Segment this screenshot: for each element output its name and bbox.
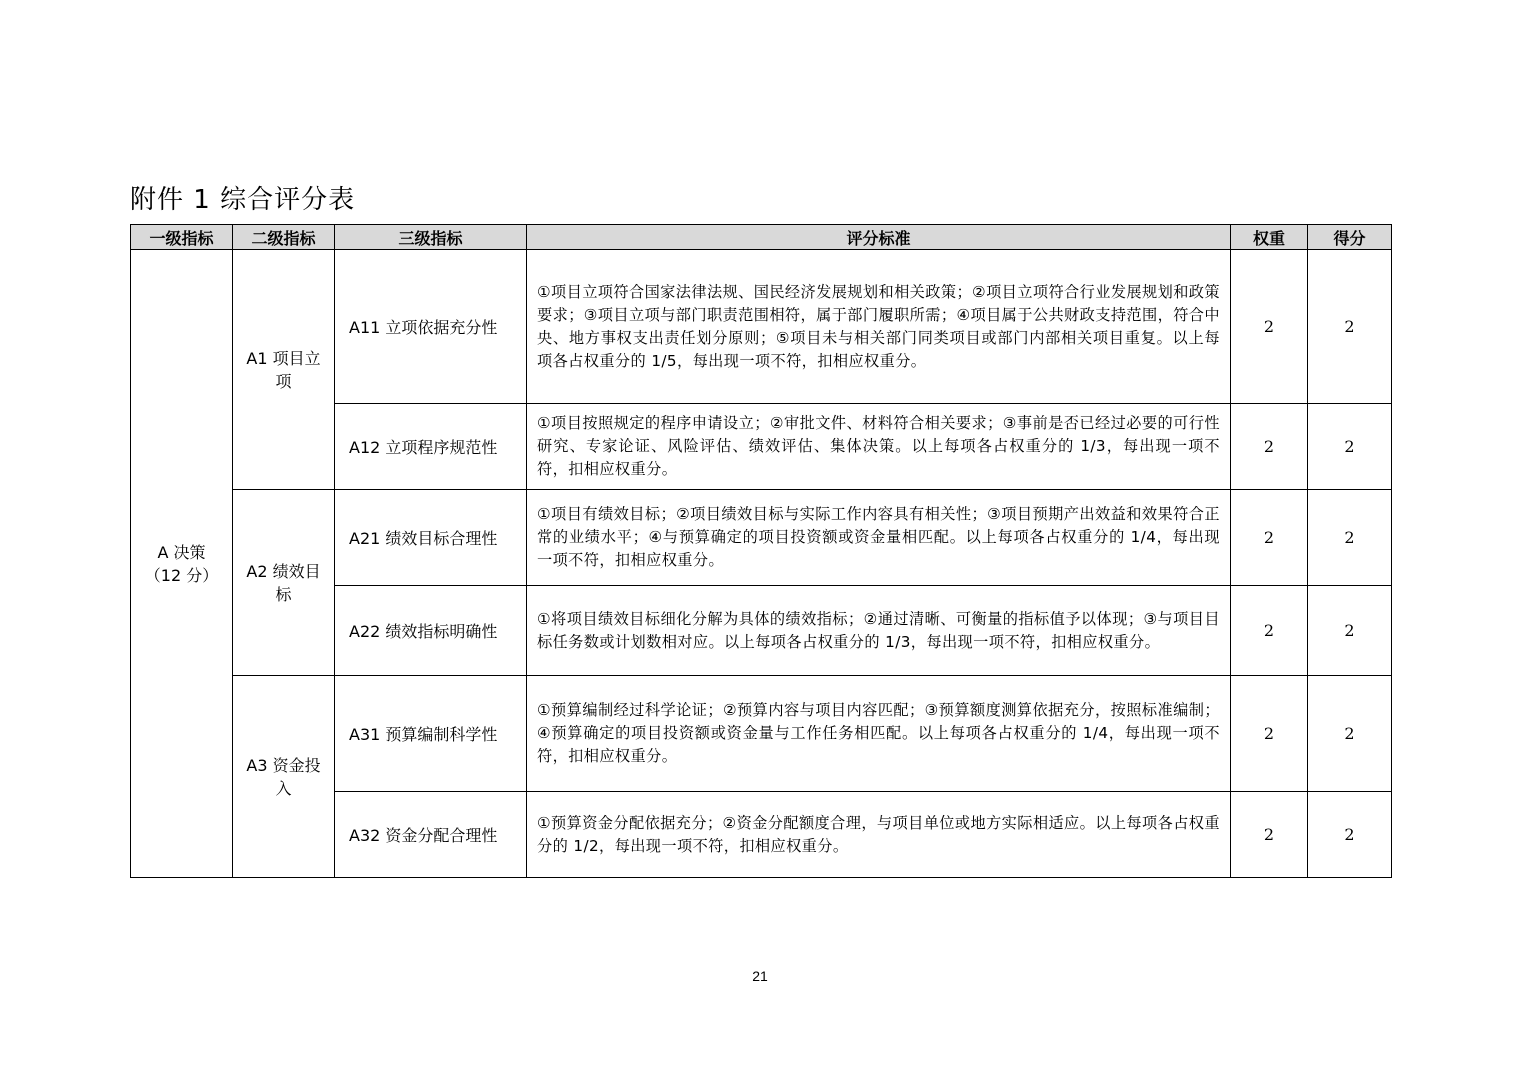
group-label: A2 绩效目标 bbox=[246, 561, 321, 604]
weight-cell: 2 bbox=[1231, 250, 1308, 404]
weight-cell: 2 bbox=[1231, 490, 1308, 586]
weight-cell: 2 bbox=[1231, 792, 1308, 878]
page-number: 21 bbox=[752, 968, 768, 984]
group-label: A1 项目立项 bbox=[246, 348, 321, 391]
header-level1: 一级指标 bbox=[131, 225, 233, 250]
criteria-cell: ①预算编制经过科学论证；②预算内容与项目内容匹配；③预算额度测算依据充分，按照标准编制；④预算确定的项目投资额或资金量与工作任务相匹配。以上每项各占权重分的 1/4，每出现一项不符，扣相应权重分。 bbox=[527, 676, 1231, 792]
criteria-cell: ①项目有绩效目标；②项目绩效目标与实际工作内容具有相关性；③项目预期产出效益和效果符合正常的业绩水平；④与预算确定的项目投资额或资金量相匹配。以上每项各占权重分的 1/4，每出现一项不符，扣相应权重分。 bbox=[527, 490, 1231, 586]
table-header-row bbox=[131, 225, 1392, 250]
score-cell: 2 bbox=[1308, 792, 1392, 878]
table-row bbox=[131, 250, 1392, 404]
criteria-cell: ①项目立项符合国家法律法规、国民经济发展规划和相关政策；②项目立项符合行业发展规划和政策要求；③项目立项与部门职责范围相符，属于部门履职所需；④项目属于公共财政支持范围，符合中央、地方事权支出责任划分原则；⑤项目未与相关部门同类项目或部门内部相关项目重复。以上每项各占权重分的 1/5，每出现一项不符，扣相应权重分。 bbox=[527, 250, 1231, 404]
header-weight: 权重 bbox=[1231, 225, 1308, 250]
header-level3: 三级指标 bbox=[335, 225, 527, 250]
criteria-cell: ①项目按照规定的程序申请设立；②审批文件、材料符合相关要求；③事前是否已经过必要的可行性研究、专家论证、风险评估、绩效评估、集体决策。以上每项各占权重分的 1/3，每出现一项不符，扣相应权重分。 bbox=[527, 404, 1231, 490]
table-row bbox=[131, 676, 1392, 792]
score-cell: 2 bbox=[1308, 404, 1392, 490]
header-level2: 二级指标 bbox=[233, 225, 335, 250]
page-title: 附件 1 综合评分表 bbox=[130, 185, 356, 215]
weight-cell: 2 bbox=[1231, 404, 1308, 490]
indicator-cell: A11 立项依据充分性 bbox=[335, 250, 527, 404]
indicator-cell: A31 预算编制科学性 bbox=[335, 676, 527, 792]
header-criteria: 评分标准 bbox=[527, 225, 1231, 250]
group-label: A3 资金投入 bbox=[246, 755, 321, 798]
criteria-cell: ①预算资金分配依据充分；②资金分配额度合理，与项目单位或地方实际相适应。以上每项各占权重分的 1/2，每出现一项不符，扣相应权重分。 bbox=[527, 792, 1231, 878]
criteria-cell: ①将项目绩效目标细化分解为具体的绩效指标；②通过清晰、可衡量的指标值予以体现；③与项目目标任务数或计划数相对应。以上每项各占权重分的 1/3，每出现一项不符，扣相应权重分。 bbox=[527, 586, 1231, 676]
level1-label: A 决策 bbox=[157, 542, 206, 562]
score-cell: 2 bbox=[1308, 586, 1392, 676]
indicator-cell: A21 绩效目标合理性 bbox=[335, 490, 527, 586]
level1-cell bbox=[131, 250, 233, 878]
score-cell: 2 bbox=[1308, 250, 1392, 404]
group-cell bbox=[233, 250, 335, 490]
indicator-cell: A22 绩效指标明确性 bbox=[335, 586, 527, 676]
indicator-cell: A32 资金分配合理性 bbox=[335, 792, 527, 878]
weight-cell: 2 bbox=[1231, 676, 1308, 792]
level1-points: （12 分） bbox=[144, 565, 219, 585]
score-cell: 2 bbox=[1308, 676, 1392, 792]
table-row bbox=[131, 490, 1392, 586]
weight-cell: 2 bbox=[1231, 586, 1308, 676]
indicator-cell: A12 立项程序规范性 bbox=[335, 404, 527, 490]
header-score: 得分 bbox=[1308, 225, 1392, 250]
group-cell bbox=[233, 490, 335, 676]
score-cell: 2 bbox=[1308, 490, 1392, 586]
group-cell bbox=[233, 676, 335, 878]
scoring-table bbox=[130, 224, 1392, 878]
